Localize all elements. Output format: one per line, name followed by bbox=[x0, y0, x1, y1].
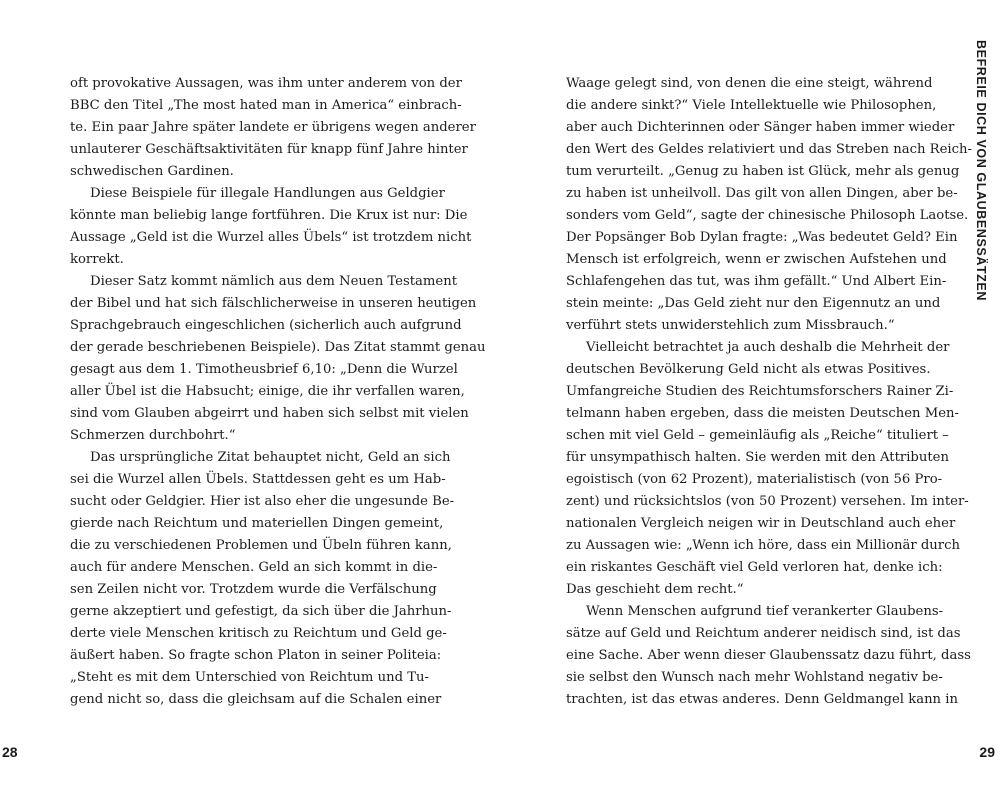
text-line: stein meinte: „Das Geld zieht nur den Eigennutz an und bbox=[566, 296, 941, 311]
text-line: äußert haben. So fragte schon Platon in seiner Politeia: bbox=[70, 648, 442, 663]
text-line: Diese Beispiele für illegale Handlungen aus Geldgier bbox=[90, 186, 445, 201]
text-line: Waage gelegt sind, von denen die eine steigt, während bbox=[566, 76, 933, 91]
text-line: den Wert des Geldes relativiert und das Streben nach Reich- bbox=[566, 142, 972, 157]
text-line: sätze auf Geld und Reichtum anderer neidisch sind, ist das bbox=[566, 626, 961, 641]
text-line: Dieser Satz kommt nämlich aus dem Neuen Testament bbox=[90, 274, 457, 289]
text-line: BBC den Titel „The most hated man in America“ einbrach- bbox=[70, 98, 462, 113]
text-line: für unsympathisch halten. Sie werden mit den Attributen bbox=[566, 450, 949, 465]
right-page-text bbox=[566, 73, 972, 711]
text-line: zu haben ist unheilvoll. Das gilt von allen Dingen, aber be- bbox=[566, 186, 958, 201]
text-line: zu Aussagen wie: „Wenn ich höre, dass ein Millionär durch bbox=[566, 538, 960, 553]
text-line: verführt stets unwiderstehlich zum Missbrauch.“ bbox=[566, 318, 895, 333]
text-line: Umfangreiche Studien des Reichtumsforschers Rainer Zi- bbox=[566, 384, 954, 399]
text-line: Sprachgebrauch eingeschlichen (sicherlich auch aufgrund bbox=[70, 318, 462, 333]
text-line: derte viele Menschen kritisch zu Reichtum und Geld ge- bbox=[70, 626, 447, 641]
text-line: Mensch ist erfolgreich, wenn er zwischen Aufstehen und bbox=[566, 252, 947, 267]
text-line: sucht oder Geldgier. Hier ist also eher die ungesunde Be- bbox=[70, 494, 455, 509]
text-line: Das ursprüngliche Zitat behauptet nicht, Geld an sich bbox=[90, 450, 451, 465]
text-line: schwedischen Gardinen. bbox=[70, 164, 234, 179]
text-line: te. Ein paar Jahre später landete er übrigens wegen anderer bbox=[70, 120, 476, 135]
text-line: Aussage „Geld ist die Wurzel alles Übels“ ist trotzdem nicht bbox=[70, 230, 472, 245]
text-line: oft provokative Aussagen, was ihm unter anderem von der bbox=[70, 76, 462, 91]
text-line: unlauterer Geschäftsaktivitäten für knapp fünf Jahre hinter bbox=[70, 142, 468, 157]
text-line: sonders vom Geld“, sagte der chinesische Philosoph Laotse. bbox=[566, 208, 969, 223]
text-line: nationalen Vergleich neigen wir in Deutschland auch eher bbox=[566, 516, 956, 531]
right-page bbox=[500, 0, 1000, 800]
text-line: schen mit viel Geld – gemeinläufig als „Reiche“ tituliert – bbox=[566, 428, 949, 443]
text-line: Vielleicht betrachtet ja auch deshalb die Mehrheit der bbox=[586, 340, 950, 355]
text-line: Wenn Menschen aufgrund tief verankerter Glaubens- bbox=[586, 604, 944, 619]
text-line: zent) und rücksichtslos (von 50 Prozent) versehen. Im inter- bbox=[566, 494, 969, 509]
text-line: gesagt aus dem 1. Timotheusbrief 6,10: „Denn die Wurzel bbox=[70, 362, 458, 377]
running-head bbox=[974, 40, 996, 340]
text-line: tum verurteilt. „Genug zu haben ist Glück, mehr als genug bbox=[566, 164, 960, 179]
text-line: trachten, ist das etwas anderes. Denn Geldmangel kann in bbox=[566, 692, 958, 707]
text-line: gerne akzeptiert und gefestigt, da sich über die Jahrhun- bbox=[70, 604, 452, 619]
paragraph bbox=[566, 601, 971, 711]
page-number-left: 28 bbox=[2, 744, 18, 760]
running-head-text: BEFREIE DICH VON GLAUBENSSÄTZEN bbox=[974, 40, 988, 301]
text-line: eine Sache. Aber wenn dieser Glaubenssatz dazu führt, dass bbox=[566, 648, 971, 663]
text-line: der gerade beschriebenen Beispiele). Das Zitat stammt genau bbox=[70, 340, 486, 355]
paragraph bbox=[70, 183, 472, 271]
text-line: der Bibel und hat sich fälschlicherweise in unseren heutigen bbox=[70, 296, 477, 311]
text-line: auch für andere Menschen. Geld an sich kommt in die- bbox=[70, 560, 438, 575]
text-line: telmann haben ergeben, dass die meisten Deutschen Men- bbox=[566, 406, 959, 421]
text-line: die zu verschiedenen Problemen und Übeln führen kann, bbox=[70, 538, 452, 553]
text-line: sei die Wurzel allen Übels. Stattdessen geht es um Hab- bbox=[70, 472, 446, 487]
paragraph bbox=[566, 337, 969, 601]
text-line: deutschen Bevölkerung Geld nicht als etwas Positives. bbox=[566, 362, 931, 377]
text-line: ein riskantes Geschäft viel Geld verloren hat, denke ich: bbox=[566, 560, 943, 575]
text-line: aber auch Dichterinnen oder Sänger haben immer wieder bbox=[566, 120, 955, 135]
left-page-text bbox=[70, 73, 486, 711]
text-line: sen Zeilen nicht vor. Trotzdem wurde die Verfälschung bbox=[70, 582, 437, 597]
text-line: korrekt. bbox=[70, 252, 124, 267]
paragraph bbox=[70, 271, 486, 447]
text-line: gierde nach Reichtum und materiellen Dingen gemeint, bbox=[70, 516, 444, 531]
text-line: Schlafengehen das tut, was ihm gefällt.“ Und Albert Ein- bbox=[566, 274, 947, 289]
text-line: egoistisch (von 62 Prozent), materialistisch (von 56 Pro- bbox=[566, 472, 943, 487]
paragraph bbox=[70, 447, 455, 711]
text-line: sind vom Glauben abgeirrt und haben sich selbst mit vielen bbox=[70, 406, 469, 421]
text-line: „Steht es mit dem Unterschied von Reichtum und Tu- bbox=[70, 670, 429, 685]
text-line: Das geschieht dem recht.“ bbox=[566, 582, 744, 597]
text-line: Schmerzen durchbohrt.“ bbox=[70, 428, 236, 443]
paragraph bbox=[566, 73, 972, 337]
paragraph bbox=[70, 73, 476, 183]
text-line: könnte man beliebig lange fortführen. Die Krux ist nur: Die bbox=[70, 208, 468, 223]
text-line: Der Popsänger Bob Dylan fragte: „Was bedeutet Geld? Ein bbox=[566, 230, 958, 245]
text-line: sie selbst den Wunsch nach mehr Wohlstand negativ be- bbox=[566, 670, 943, 685]
page-number-right: 29 bbox=[979, 744, 995, 760]
text-line: die andere sinkt?“ Viele Intellektuelle wie Philosophen, bbox=[566, 98, 937, 113]
text-line: gend nicht so, dass die gleichsam auf die Schalen einer bbox=[70, 692, 442, 707]
text-line: aller Übel ist die Habsucht; einige, die ihr verfallen waren, bbox=[70, 384, 465, 399]
